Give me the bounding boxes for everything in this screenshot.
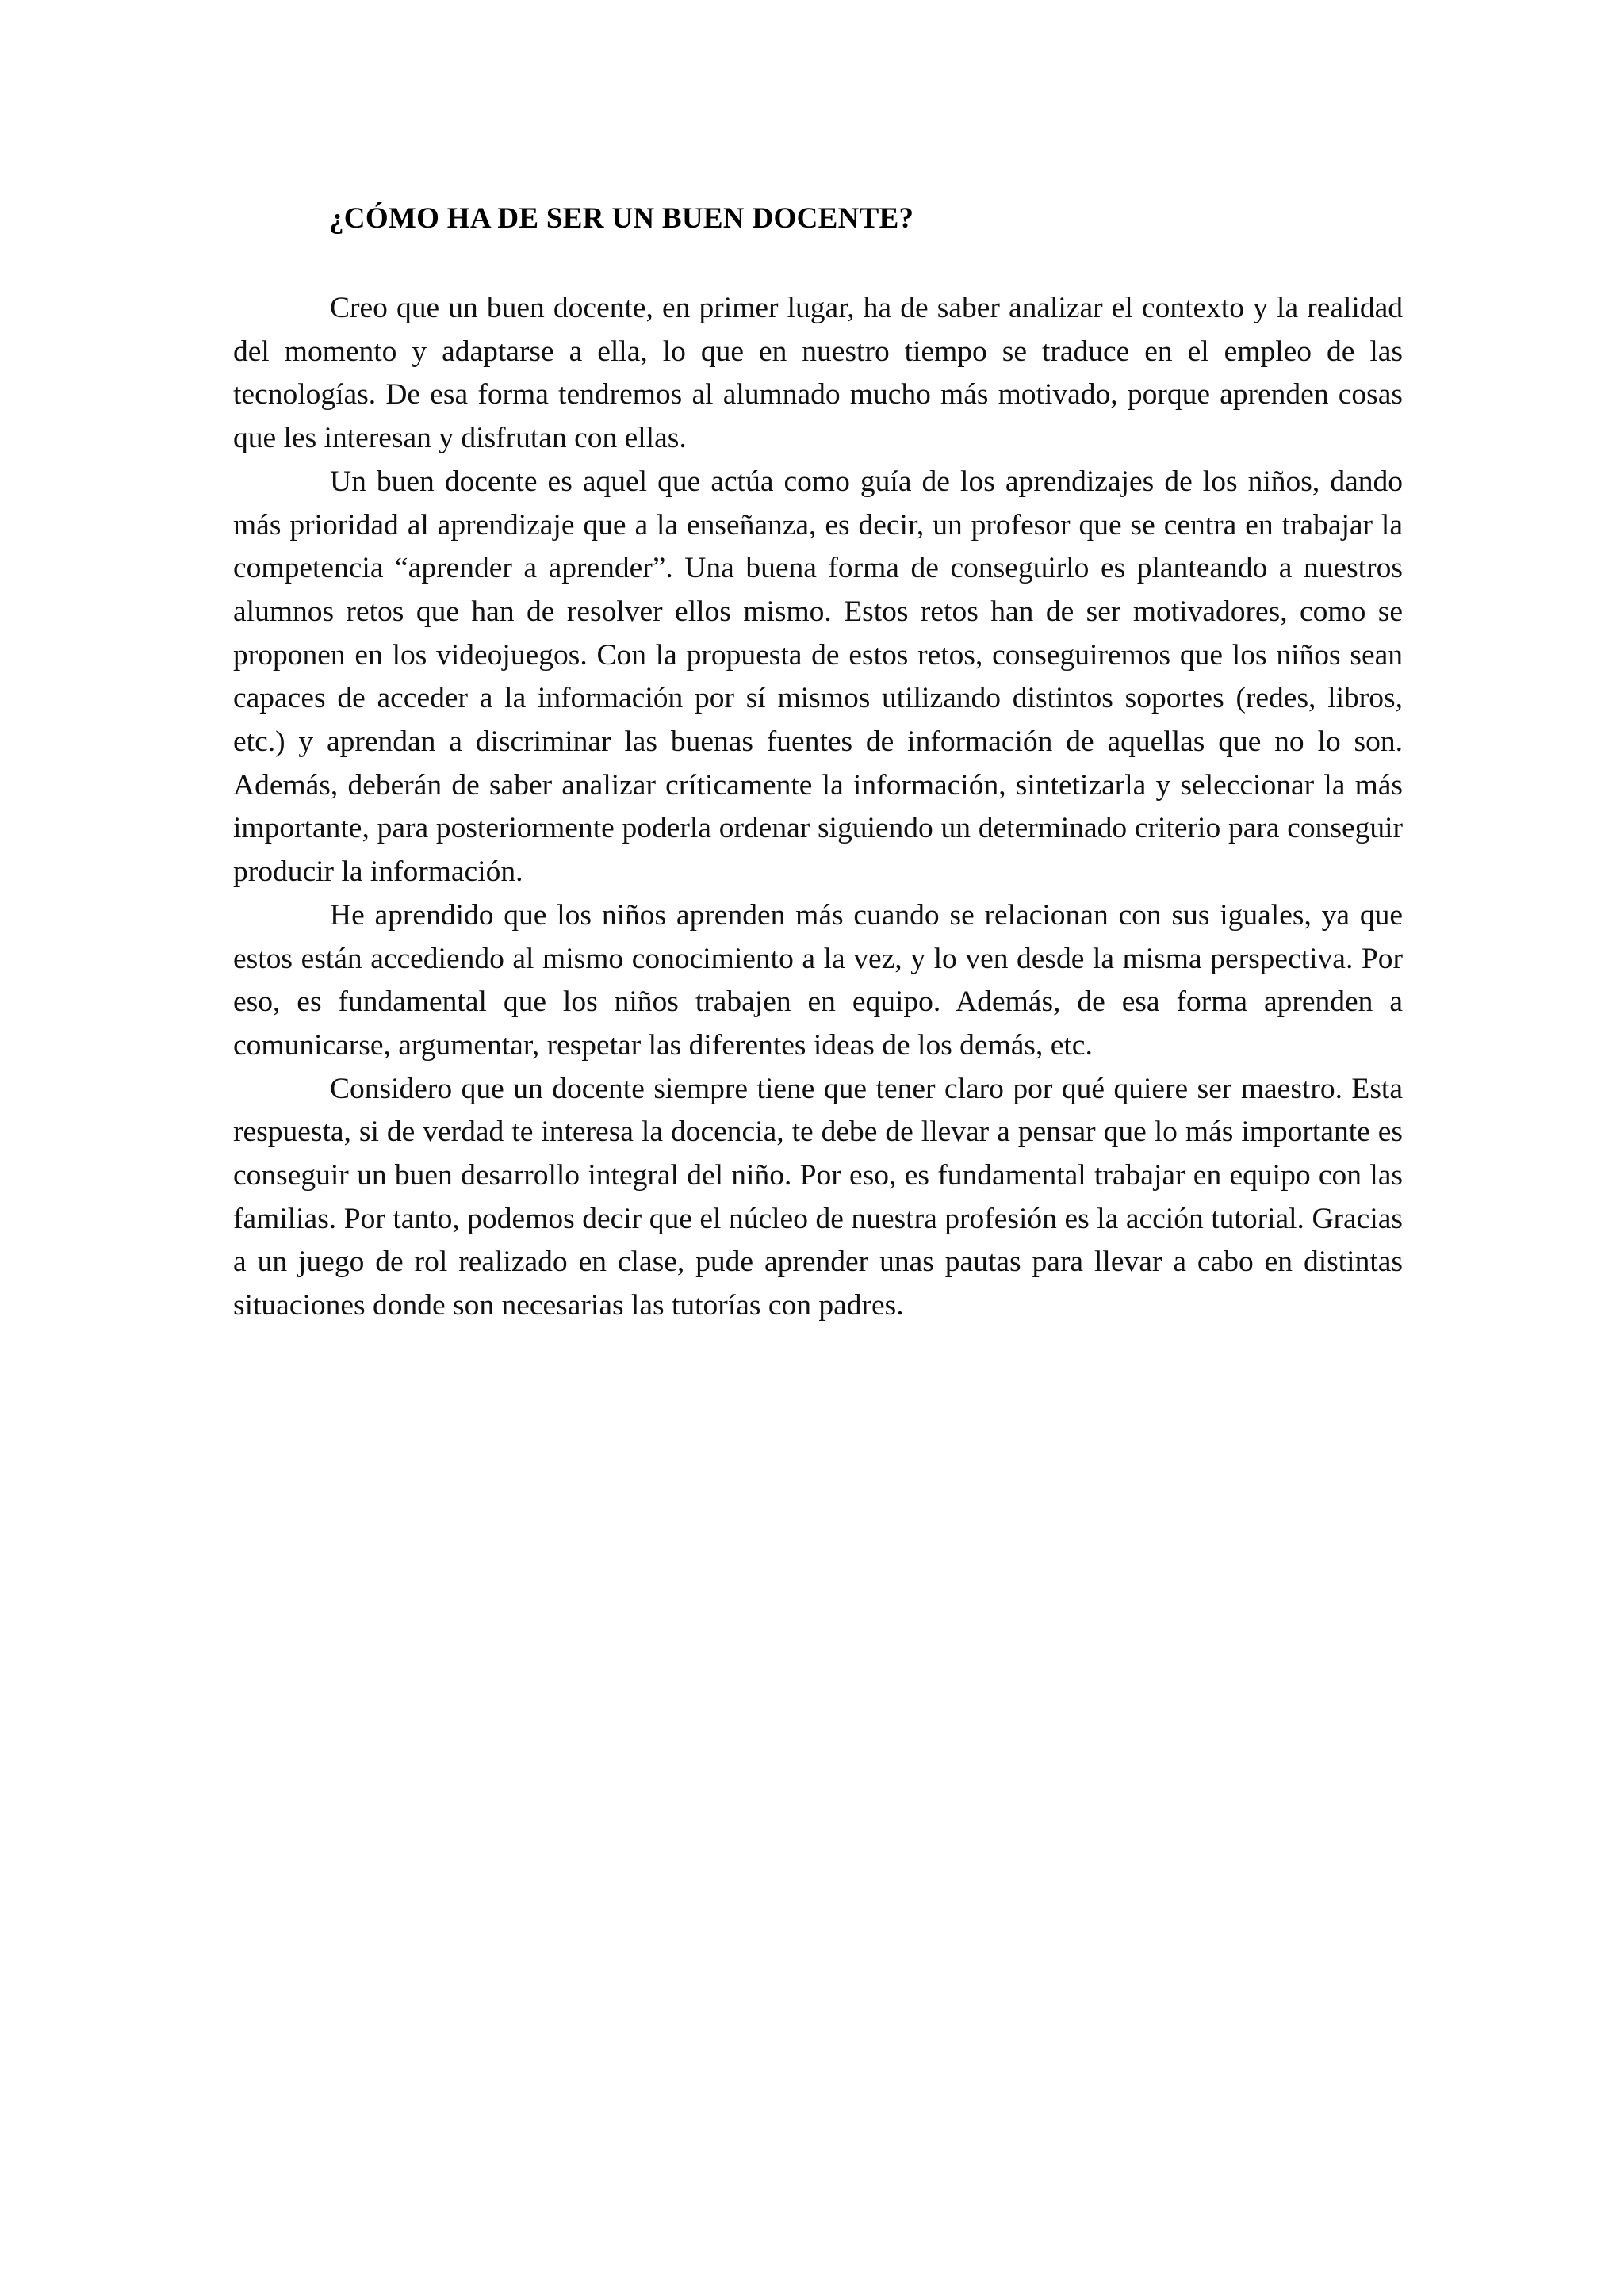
paragraph-3: He aprendido que los niños aprenden más cuando se relacionan con sus iguales, ya que estos están accediendo al mismo conocimiento a la vez, y lo ven desde la misma perspectiva. Por eso, es fundamental que los niños trabajen en equipo. Además, de esa forma aprenden a comunicarse, argumentar, respetar las diferentes ideas de los demás, etc. [233,898,1403,1062]
document-body [233,287,1403,1328]
document-title: ¿CÓMO HA DE SER UN BUEN DOCENTE? [329,202,914,235]
paragraph-1: Creo que un buen docente, en primer lugar, ha de saber analizar el contexto y la realidad del momento y adaptarse a ella, lo que en nuestro tiempo se traduce en el empleo de las tecnologías. De esa forma tendremos al alumnado mucho más motivado, porque aprenden cosas que les interesan y disfrutan con ellas. [233,292,1403,455]
paragraph-2: Un buen docente es aquel que actúa como guía de los aprendizajes de los niños, dando más prioridad al aprendizaje que a la enseñanza, es decir, un profesor que se centra en trabajar la competencia “aprender a aprender”. Una buena forma de conseguirlo es planteando a nuestros alumnos retos que han de resolver ellos mismo. Estos retos han de ser motivadores, como se proponen en los videojuegos. Con la propuesta de estos retos, conseguiremos que los niños sean capaces de acceder a la información por sí mismos utilizando distintos soportes (redes, libros, etc.) y aprendan a discriminar las buenas fuentes de información de aquellas que no lo son. Además, deberán de saber analizar críticamente la información, sintetizarla y seleccionar la más importante, para posteriormente poderla ordenar siguiendo un determinado criterio para conseguir producir la información. [233,465,1403,889]
paragraph-4: Considero que un docente siempre tiene que tener claro por qué quiere ser maestro. Esta respuesta, si de verdad te interesa la docencia, te debe de llevar a pensar que lo más importante es conseguir un buen desarrollo integral del niño. Por eso, es fundamental trabajar en equipo con las familias. Por tanto, podemos decir que el núcleo de nuestra profesión es la acción tutorial. Gracias a un juego de rol realizado en clase, pude aprender unas pautas para llevar a cabo en distintas situaciones donde son necesarias las tutorías con padres. [233,1072,1403,1322]
